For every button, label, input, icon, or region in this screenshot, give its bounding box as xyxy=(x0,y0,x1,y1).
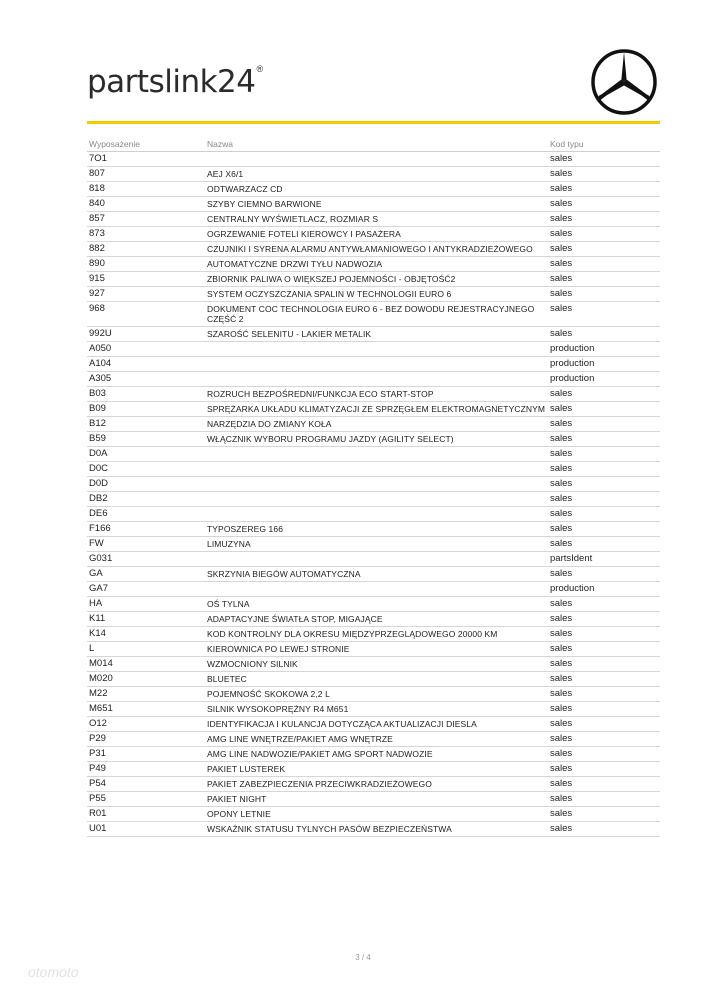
cell-type: sales xyxy=(548,182,660,197)
cell-code: D0A xyxy=(87,447,205,462)
cell-type: sales xyxy=(548,477,660,492)
cell-code: B59 xyxy=(87,432,205,447)
column-header-code: Wyposażenie xyxy=(87,136,205,152)
cell-code: 927 xyxy=(87,287,205,302)
table-row xyxy=(87,227,660,242)
table-row xyxy=(87,287,660,302)
cell-name: SZAROŚĆ SELENITU - LAKIER METALIK xyxy=(205,327,548,342)
cell-type: sales xyxy=(548,447,660,462)
table-row xyxy=(87,327,660,342)
table-row xyxy=(87,522,660,537)
cell-code: M020 xyxy=(87,672,205,687)
cell-name: AEJ X6/1 xyxy=(205,167,548,182)
table-row xyxy=(87,537,660,552)
cell-name: BLUETEC xyxy=(205,672,548,687)
cell-code: A305 xyxy=(87,372,205,387)
cell-name: SILNIK WYSOKOPRĘŻNY R4 M651 xyxy=(205,702,548,717)
column-header-name: Nazwa xyxy=(205,136,548,152)
table-row xyxy=(87,432,660,447)
cell-code: M22 xyxy=(87,687,205,702)
cell-code: P55 xyxy=(87,792,205,807)
cell-code: A050 xyxy=(87,342,205,357)
table-row xyxy=(87,747,660,762)
cell-code: A104 xyxy=(87,357,205,372)
cell-name: ZBIORNIK PALIWA O WIĘKSZEJ POJEMNOŚCI - OBJĘTOŚĆ2 xyxy=(205,272,548,287)
cell-code: D0C xyxy=(87,462,205,477)
table-row xyxy=(87,777,660,792)
cell-code: DE6 xyxy=(87,507,205,522)
table-row xyxy=(87,182,660,197)
cell-code: R01 xyxy=(87,807,205,822)
table-row xyxy=(87,792,660,807)
cell-name: AMG LINE NADWOZIE/PAKIET AMG SPORT NADWOZIE xyxy=(205,747,548,762)
cell-code: G031 xyxy=(87,552,205,567)
cell-type: sales xyxy=(548,672,660,687)
cell-type: sales xyxy=(548,242,660,257)
cell-code: K14 xyxy=(87,627,205,642)
cell-code: L xyxy=(87,642,205,657)
cell-name: CZUJNIKI I SYRENA ALARMU ANTYWŁAMANIOWEGO I ANTYKRADZIEŻOWEGO xyxy=(205,242,548,257)
cell-name xyxy=(205,552,548,567)
cell-code: B09 xyxy=(87,402,205,417)
table-row xyxy=(87,687,660,702)
cell-code: P31 xyxy=(87,747,205,762)
cell-type: sales xyxy=(548,507,660,522)
cell-type: partsIdent xyxy=(548,552,660,567)
table-row xyxy=(87,417,660,432)
cell-name: OPONY LETNIE xyxy=(205,807,548,822)
table-row xyxy=(87,807,660,822)
cell-name: SYSTEM OCZYSZCZANIA SPALIN W TECHNOLOGII EURO 6 xyxy=(205,287,548,302)
cell-code: 915 xyxy=(87,272,205,287)
partslink24-logo xyxy=(87,62,263,108)
cell-type: sales xyxy=(548,227,660,242)
cell-name: WSKAŹNIK STATUSU TYLNYCH PASÓW BEZPIECZEŃSTWA xyxy=(205,822,548,837)
three-pointed-star-icon xyxy=(590,48,658,116)
cell-name: ROZRUCH BEZPOŚREDNI/FUNKCJA ECO START-STOP xyxy=(205,387,548,402)
cell-type: sales xyxy=(548,302,660,327)
cell-name: TYPOSZEREG 166 xyxy=(205,522,548,537)
cell-code: F166 xyxy=(87,522,205,537)
cell-code: P29 xyxy=(87,732,205,747)
cell-type: sales xyxy=(548,792,660,807)
table-row xyxy=(87,702,660,717)
cell-code: O12 xyxy=(87,717,205,732)
table-row xyxy=(87,717,660,732)
cell-name: WZMOCNIONY SILNIK xyxy=(205,657,548,672)
cell-name: NARZĘDZIA DO ZMIANY KOŁA xyxy=(205,417,548,432)
table-row xyxy=(87,402,660,417)
table-row xyxy=(87,567,660,582)
table-row xyxy=(87,552,660,567)
table-row xyxy=(87,357,660,372)
table-row xyxy=(87,492,660,507)
cell-type: sales xyxy=(548,717,660,732)
cell-name: DOKUMENT COC TECHNOLOGIA EURO 6 - BEZ DOWODU REJESTRACYJNEGO CZĘŚĆ 2 xyxy=(205,302,548,327)
table-row xyxy=(87,477,660,492)
column-header-type: Kod typu xyxy=(548,136,660,152)
table-row xyxy=(87,447,660,462)
watermark: otomoto xyxy=(28,964,79,980)
cell-type: sales xyxy=(548,197,660,212)
cell-name: AUTOMATYCZNE DRZWI TYŁU NADWOZIA xyxy=(205,257,548,272)
cell-name xyxy=(205,507,548,522)
cell-code: GA7 xyxy=(87,582,205,597)
cell-type: sales xyxy=(548,702,660,717)
cell-code: 882 xyxy=(87,242,205,257)
cell-type: sales xyxy=(548,807,660,822)
cell-type: sales xyxy=(548,822,660,837)
cell-name: LIMUZYNA xyxy=(205,537,548,552)
cell-code: 840 xyxy=(87,197,205,212)
cell-name: OGRZEWANIE FOTELI KIEROWCY I PASAŻERA xyxy=(205,227,548,242)
cell-code: 818 xyxy=(87,182,205,197)
table-row xyxy=(87,152,660,167)
cell-type: production xyxy=(548,372,660,387)
table-row xyxy=(87,302,660,327)
cell-type: sales xyxy=(548,417,660,432)
cell-type: sales xyxy=(548,287,660,302)
cell-name: CENTRALNY WYŚWIETLACZ, ROZMIAR S xyxy=(205,212,548,227)
cell-name: OŚ TYLNA xyxy=(205,597,548,612)
cell-code: GA xyxy=(87,567,205,582)
cell-name xyxy=(205,477,548,492)
cell-type: sales xyxy=(548,152,660,167)
table-row xyxy=(87,197,660,212)
table-row xyxy=(87,462,660,477)
cell-type: sales xyxy=(548,732,660,747)
page-number: 3 / 4 xyxy=(355,953,371,962)
cell-code: 7O1 xyxy=(87,152,205,167)
cell-type: sales xyxy=(548,257,660,272)
table-header-row xyxy=(87,136,660,152)
table-row xyxy=(87,242,660,257)
cell-name: SZYBY CIEMNO BARWIONE xyxy=(205,197,548,212)
cell-type: sales xyxy=(548,747,660,762)
cell-type: sales xyxy=(548,402,660,417)
cell-code: K11 xyxy=(87,612,205,627)
logo-text: partslink24 xyxy=(87,64,256,100)
cell-type: sales xyxy=(548,567,660,582)
cell-code: P54 xyxy=(87,777,205,792)
table-row xyxy=(87,387,660,402)
cell-name: AMG LINE WNĘTRZE/PAKIET AMG WNĘTRZE xyxy=(205,732,548,747)
cell-name: POJEMNOŚĆ SKOKOWA 2,2 L xyxy=(205,687,548,702)
cell-type: sales xyxy=(548,387,660,402)
cell-type: sales xyxy=(548,167,660,182)
table-row xyxy=(87,657,660,672)
cell-type: production xyxy=(548,342,660,357)
cell-name: SPRĘŻARKA UKŁADU KLIMATYZACJI ZE SPRZĘGŁEM ELEKTROMAGNETYCZNYM xyxy=(205,402,548,417)
cell-code: U01 xyxy=(87,822,205,837)
cell-code: 992U xyxy=(87,327,205,342)
table-row xyxy=(87,342,660,357)
cell-type: sales xyxy=(548,522,660,537)
cell-type: sales xyxy=(548,432,660,447)
cell-code: 873 xyxy=(87,227,205,242)
cell-type: sales xyxy=(548,492,660,507)
table-row xyxy=(87,762,660,777)
cell-name: KOD KONTROLNY DLA OKRESU MIĘDZYPRZEGLĄDOWEGO 20000 KM xyxy=(205,627,548,642)
cell-code: 890 xyxy=(87,257,205,272)
cell-code: B03 xyxy=(87,387,205,402)
cell-name: PAKIET NIGHT xyxy=(205,792,548,807)
table-row xyxy=(87,732,660,747)
table-row xyxy=(87,507,660,522)
accent-divider xyxy=(87,121,660,124)
cell-type: sales xyxy=(548,657,660,672)
cell-type: production xyxy=(548,357,660,372)
cell-code: M014 xyxy=(87,657,205,672)
cell-type: sales xyxy=(548,597,660,612)
cell-type: sales xyxy=(548,777,660,792)
cell-type: sales xyxy=(548,462,660,477)
table-row xyxy=(87,672,660,687)
cell-name xyxy=(205,462,548,477)
cell-name xyxy=(205,372,548,387)
cell-name xyxy=(205,357,548,372)
cell-type: sales xyxy=(548,612,660,627)
table-row xyxy=(87,257,660,272)
cell-type: sales xyxy=(548,327,660,342)
table-row xyxy=(87,627,660,642)
cell-name xyxy=(205,342,548,357)
cell-name: KIEROWNICA PO LEWEJ STRONIE xyxy=(205,642,548,657)
cell-name: PAKIET LUSTEREK xyxy=(205,762,548,777)
cell-type: sales xyxy=(548,762,660,777)
logo-registered-mark: ® xyxy=(256,64,264,74)
cell-code: 857 xyxy=(87,212,205,227)
cell-code: B12 xyxy=(87,417,205,432)
cell-type: sales xyxy=(548,272,660,287)
cell-name xyxy=(205,582,548,597)
cell-code: FW xyxy=(87,537,205,552)
cell-name: SKRZYNIA BIEGÓW AUTOMATYCZNA xyxy=(205,567,548,582)
table-row xyxy=(87,612,660,627)
cell-code: HA xyxy=(87,597,205,612)
cell-name: ADAPTACYJNE ŚWIATŁA STOP, MIGAJĄCE xyxy=(205,612,548,627)
cell-type: sales xyxy=(548,537,660,552)
equipment-table xyxy=(87,136,660,837)
table-row xyxy=(87,597,660,612)
cell-code: 807 xyxy=(87,167,205,182)
cell-name: PAKIET ZABEZPIECZENIA PRZECIWKRADZIEŻOWEGO xyxy=(205,777,548,792)
table-row xyxy=(87,272,660,287)
cell-type: production xyxy=(548,582,660,597)
cell-name xyxy=(205,152,548,167)
table-row xyxy=(87,372,660,387)
cell-name xyxy=(205,447,548,462)
cell-name: ODTWARZACZ CD xyxy=(205,182,548,197)
table-row xyxy=(87,582,660,597)
cell-name: WŁĄCZNIK WYBORU PROGRAMU JAZDY (AGILITY SELECT) xyxy=(205,432,548,447)
cell-name xyxy=(205,492,548,507)
cell-code: M651 xyxy=(87,702,205,717)
cell-code: P49 xyxy=(87,762,205,777)
table-row xyxy=(87,822,660,837)
cell-name: IDENTYFIKACJA I KULANCJA DOTYCZĄCA AKTUALIZACJI DIESLA xyxy=(205,717,548,732)
cell-code: 968 xyxy=(87,302,205,327)
table-row xyxy=(87,642,660,657)
cell-type: sales xyxy=(548,212,660,227)
cell-code: D0D xyxy=(87,477,205,492)
cell-type: sales xyxy=(548,642,660,657)
cell-type: sales xyxy=(548,687,660,702)
cell-type: sales xyxy=(548,627,660,642)
table-row xyxy=(87,167,660,182)
cell-code: DB2 xyxy=(87,492,205,507)
table-row xyxy=(87,212,660,227)
